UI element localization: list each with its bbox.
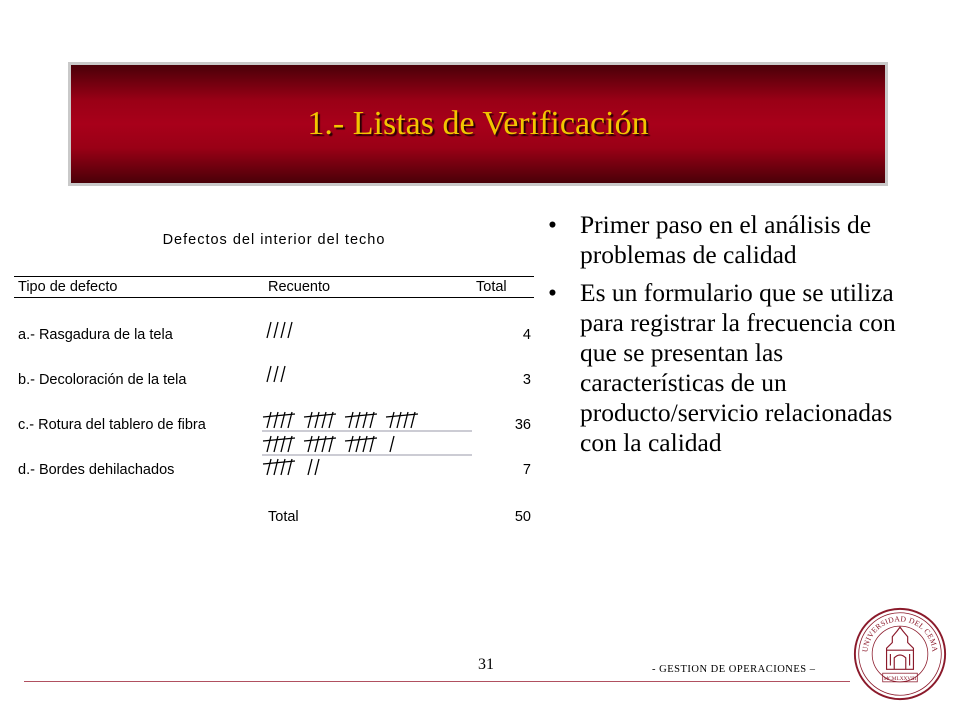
row-d-total: 7 [522, 462, 531, 478]
row-b-total: 3 [522, 372, 531, 388]
sum-value: 50 [514, 509, 531, 525]
seal-year: MCMLXXVIII [883, 675, 917, 682]
bullet-item: • Primer paso en el análisis de problemas de calidad [548, 210, 872, 269]
bullet-text: Es un formulario que se utiliza para registrar la frecuencia con que se presentan las características de un producto/servicio relacionadas con la calidad [580, 278, 896, 457]
university-seal-logo [852, 606, 948, 702]
row-c-type: c.- Rotura del tablero de fibra [18, 417, 206, 433]
tally-stroke [274, 412, 278, 428]
tally-stroke [274, 366, 278, 382]
tally-stroke [308, 436, 312, 452]
tally-stroke [315, 412, 319, 428]
tally-stroke [274, 459, 278, 475]
tally-stroke [349, 436, 353, 452]
tally-row-b [262, 362, 362, 392]
tally-stroke [267, 322, 271, 338]
tally-stroke [315, 459, 319, 475]
tally-stroke [356, 436, 360, 452]
tally-stroke [308, 412, 312, 428]
table-top-rule [14, 276, 534, 277]
header-total: Total [476, 279, 507, 295]
tally-stroke [274, 436, 278, 452]
course-label: - GESTION DE OPERACIONES – [652, 664, 816, 675]
row-d-type: d.- Bordes dehilachados [18, 462, 175, 478]
tally-stroke [267, 412, 271, 428]
check-sheet-title: Defectos del interior del techo [162, 232, 386, 248]
title-banner [68, 62, 888, 186]
page-number: 31 [478, 656, 494, 673]
bullet-text: Primer paso en el análisis de problemas de calidad [580, 210, 872, 269]
tally-stroke [267, 366, 271, 382]
tally-stroke [356, 412, 360, 428]
tally-stroke [288, 322, 292, 338]
tally-stroke [349, 412, 353, 428]
header-count: Recuento [268, 279, 331, 295]
bullet-item: • Es un formulario que se utiliza para registrar la frecuencia con que se presentan las características de un producto/servicio relacionadas con la calidad [548, 278, 896, 457]
header-type: Tipo de defecto [18, 279, 118, 295]
footer-rule [24, 681, 850, 682]
svg-text:UNIVERSIDAD DEL CEMA [860, 614, 939, 653]
row-b-type: b.- Decoloración de la tela [18, 372, 187, 388]
row-c-total: 36 [514, 417, 531, 433]
tally-stroke [308, 459, 312, 475]
tally-stroke [267, 459, 271, 475]
tally-row-a [262, 318, 362, 348]
header-bottom-rule [14, 297, 534, 298]
tally-stroke [281, 366, 285, 382]
bullet-list [548, 210, 918, 466]
tally-stroke [281, 322, 285, 338]
seal-university-name: UNIVERSIDAD DEL CEMA [860, 614, 940, 653]
row-a-total: 4 [522, 327, 531, 343]
tally-row-d [262, 455, 382, 485]
tally-stroke [267, 436, 271, 452]
slide-title: 1.- Listas de Verificación [307, 105, 649, 142]
tally-stroke [397, 412, 401, 428]
tally-stroke [274, 322, 278, 338]
tally-stroke [390, 412, 394, 428]
sum-label: Total [268, 509, 299, 525]
tally-stroke [390, 436, 394, 452]
tally-stroke [315, 436, 319, 452]
row-a-type: a.- Rasgadura de la tela [18, 327, 173, 343]
